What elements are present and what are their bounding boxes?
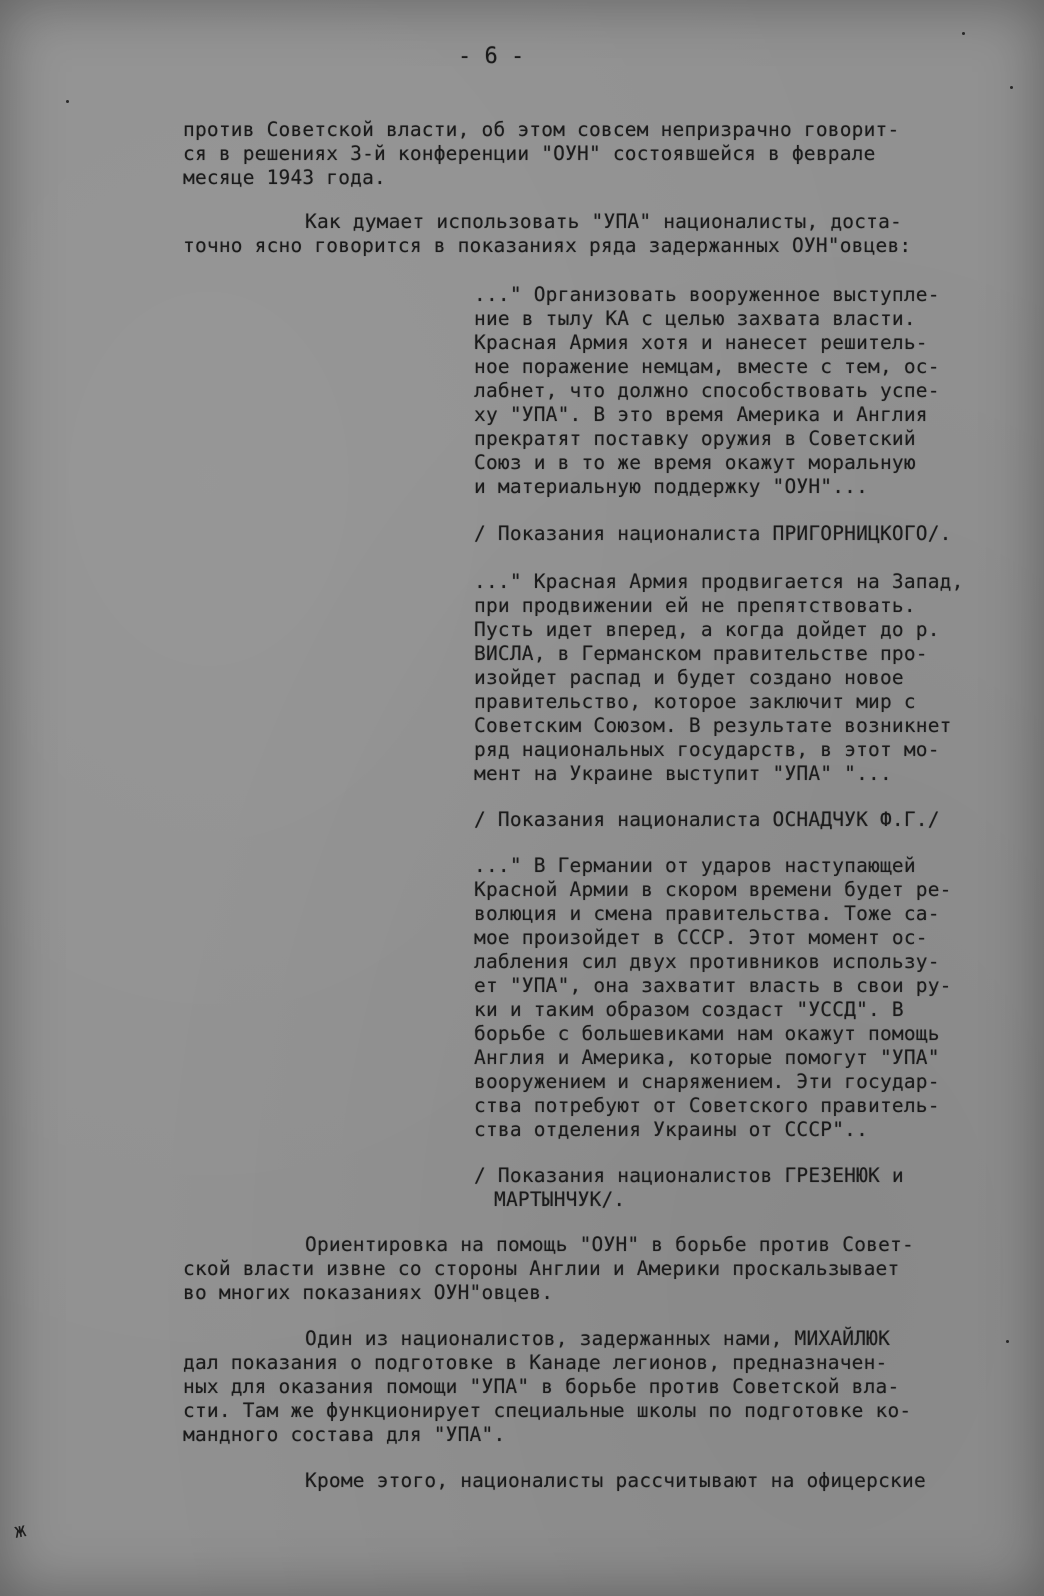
text-line: ..." В Германии от ударов наступающей [474,854,916,877]
text-line: ства потребуют от Советского правитель- [474,1094,940,1117]
text-line: Союз и в то же время окажут моральную [474,451,916,474]
text-line: / Показания националиста ОСНАДЧУК Ф.Г./ [474,808,940,831]
text-line: Один из националистов, задержанных нами, МИХАЙЛЮК [305,1327,891,1350]
text-line: во многих показаниях ОУН"овцев. [183,1281,554,1304]
text-line: сти. Там же функционирует специальные школы по подготовке ко- [183,1399,912,1422]
text-line: волюция и смена правительства. Тоже са- [474,902,940,925]
text-line: ки и таким образом создаст "УССД". В [474,998,904,1021]
text-line: ху "УПА". В это время Америка и Англия [474,403,928,426]
text-line: лабления сил двух противников использу- [474,950,940,973]
text-line: прекратят поставку оружия в Советский [474,427,916,450]
text-line: и материальную поддержку "ОУН"... [474,475,869,498]
text-line: / Показания националиста ПРИГОРНИЦКОГО/. [474,522,952,545]
text-line: ..." Организовать вооруженное выступле- [474,283,940,306]
speck [66,100,69,103]
text-line: правительство, которое заключит мир с [474,690,916,713]
text-line: лабнет, что должно способствовать успе- [474,379,940,402]
text-line: Советским Союзом. В результате возникнет [474,714,952,737]
text-line: мое произойдет в СССР. Этот момент ос- [474,926,928,949]
text-line: ное поражение немцам, вместе с тем, ос- [474,355,940,378]
text-line: против Советской власти, об этом совсем непризрачно говорит- [183,118,900,141]
text-line: ся в решениях 3-й конференции "ОУН" состоявшейся в феврале [183,142,876,165]
text-line: Красная Армия хотя и нанесет решитель- [474,331,928,354]
text-line: Как думает использовать "УПА" националисты, доста- [305,210,902,233]
speck [962,32,965,35]
text-line: Красной Армии в скором времени будет ре- [474,878,952,901]
text-line: ской власти извне со стороны Англии и Америки проскальзывает [183,1257,900,1280]
text-line: борьбе с большевиками нам окажут помощь [474,1022,940,1045]
text-line: ..." Красная Армия продвигается на Запад, [474,570,964,593]
text-line: ВИСЛА, в Германском правительстве про- [474,642,928,665]
text-line: вооружением и снаряжением. Эти государ- [474,1070,940,1093]
text-line: Пусть идет вперед, а когда дойдет до р. [474,618,940,641]
text-line: мент на Украине выступит "УПА" "... [474,762,892,785]
page-number: - 6 - [458,44,525,69]
text-line: дал показания о подготовке в Канаде легионов, предназначен- [183,1351,888,1374]
text-line: точно ясно говорится в показаниях ряда задержанных ОУН"овцев: [183,234,912,257]
text-line: мандного состава для "УПА". [183,1423,506,1446]
text-line: ряд национальных государств, в этот мо- [474,738,940,761]
text-line: МАРТЫНЧУК/. [494,1188,626,1211]
text-line: Кроме этого, националисты рассчитывают на офицерские [305,1469,926,1492]
speck [1006,1340,1009,1343]
text-line: Ориентировка на помощь "ОУН" в борьбе против Совет- [305,1233,914,1256]
margin-mark: ж [12,1517,29,1543]
text-line: ет "УПА", она захватит власть в свои ру- [474,974,952,997]
text-line: / Показания националистов ГРЕЗЕНЮК и [474,1164,904,1187]
text-line: ных для оказания помощи "УПА" в борьбе против Советской вла- [183,1375,900,1398]
text-line: ства отделения Украины от СССР".. [474,1118,869,1141]
text-line: Англия и Америка, которые помогут "УПА" [474,1046,940,1069]
text-line: при продвижении ей не препятствовать. [474,594,916,617]
text-line: ние в тылу КА с целью захвата власти. [474,307,916,330]
text-line: месяце 1943 года. [183,166,386,189]
speck [1010,86,1013,89]
text-line: изойдет распад и будет создано новое [474,666,904,689]
